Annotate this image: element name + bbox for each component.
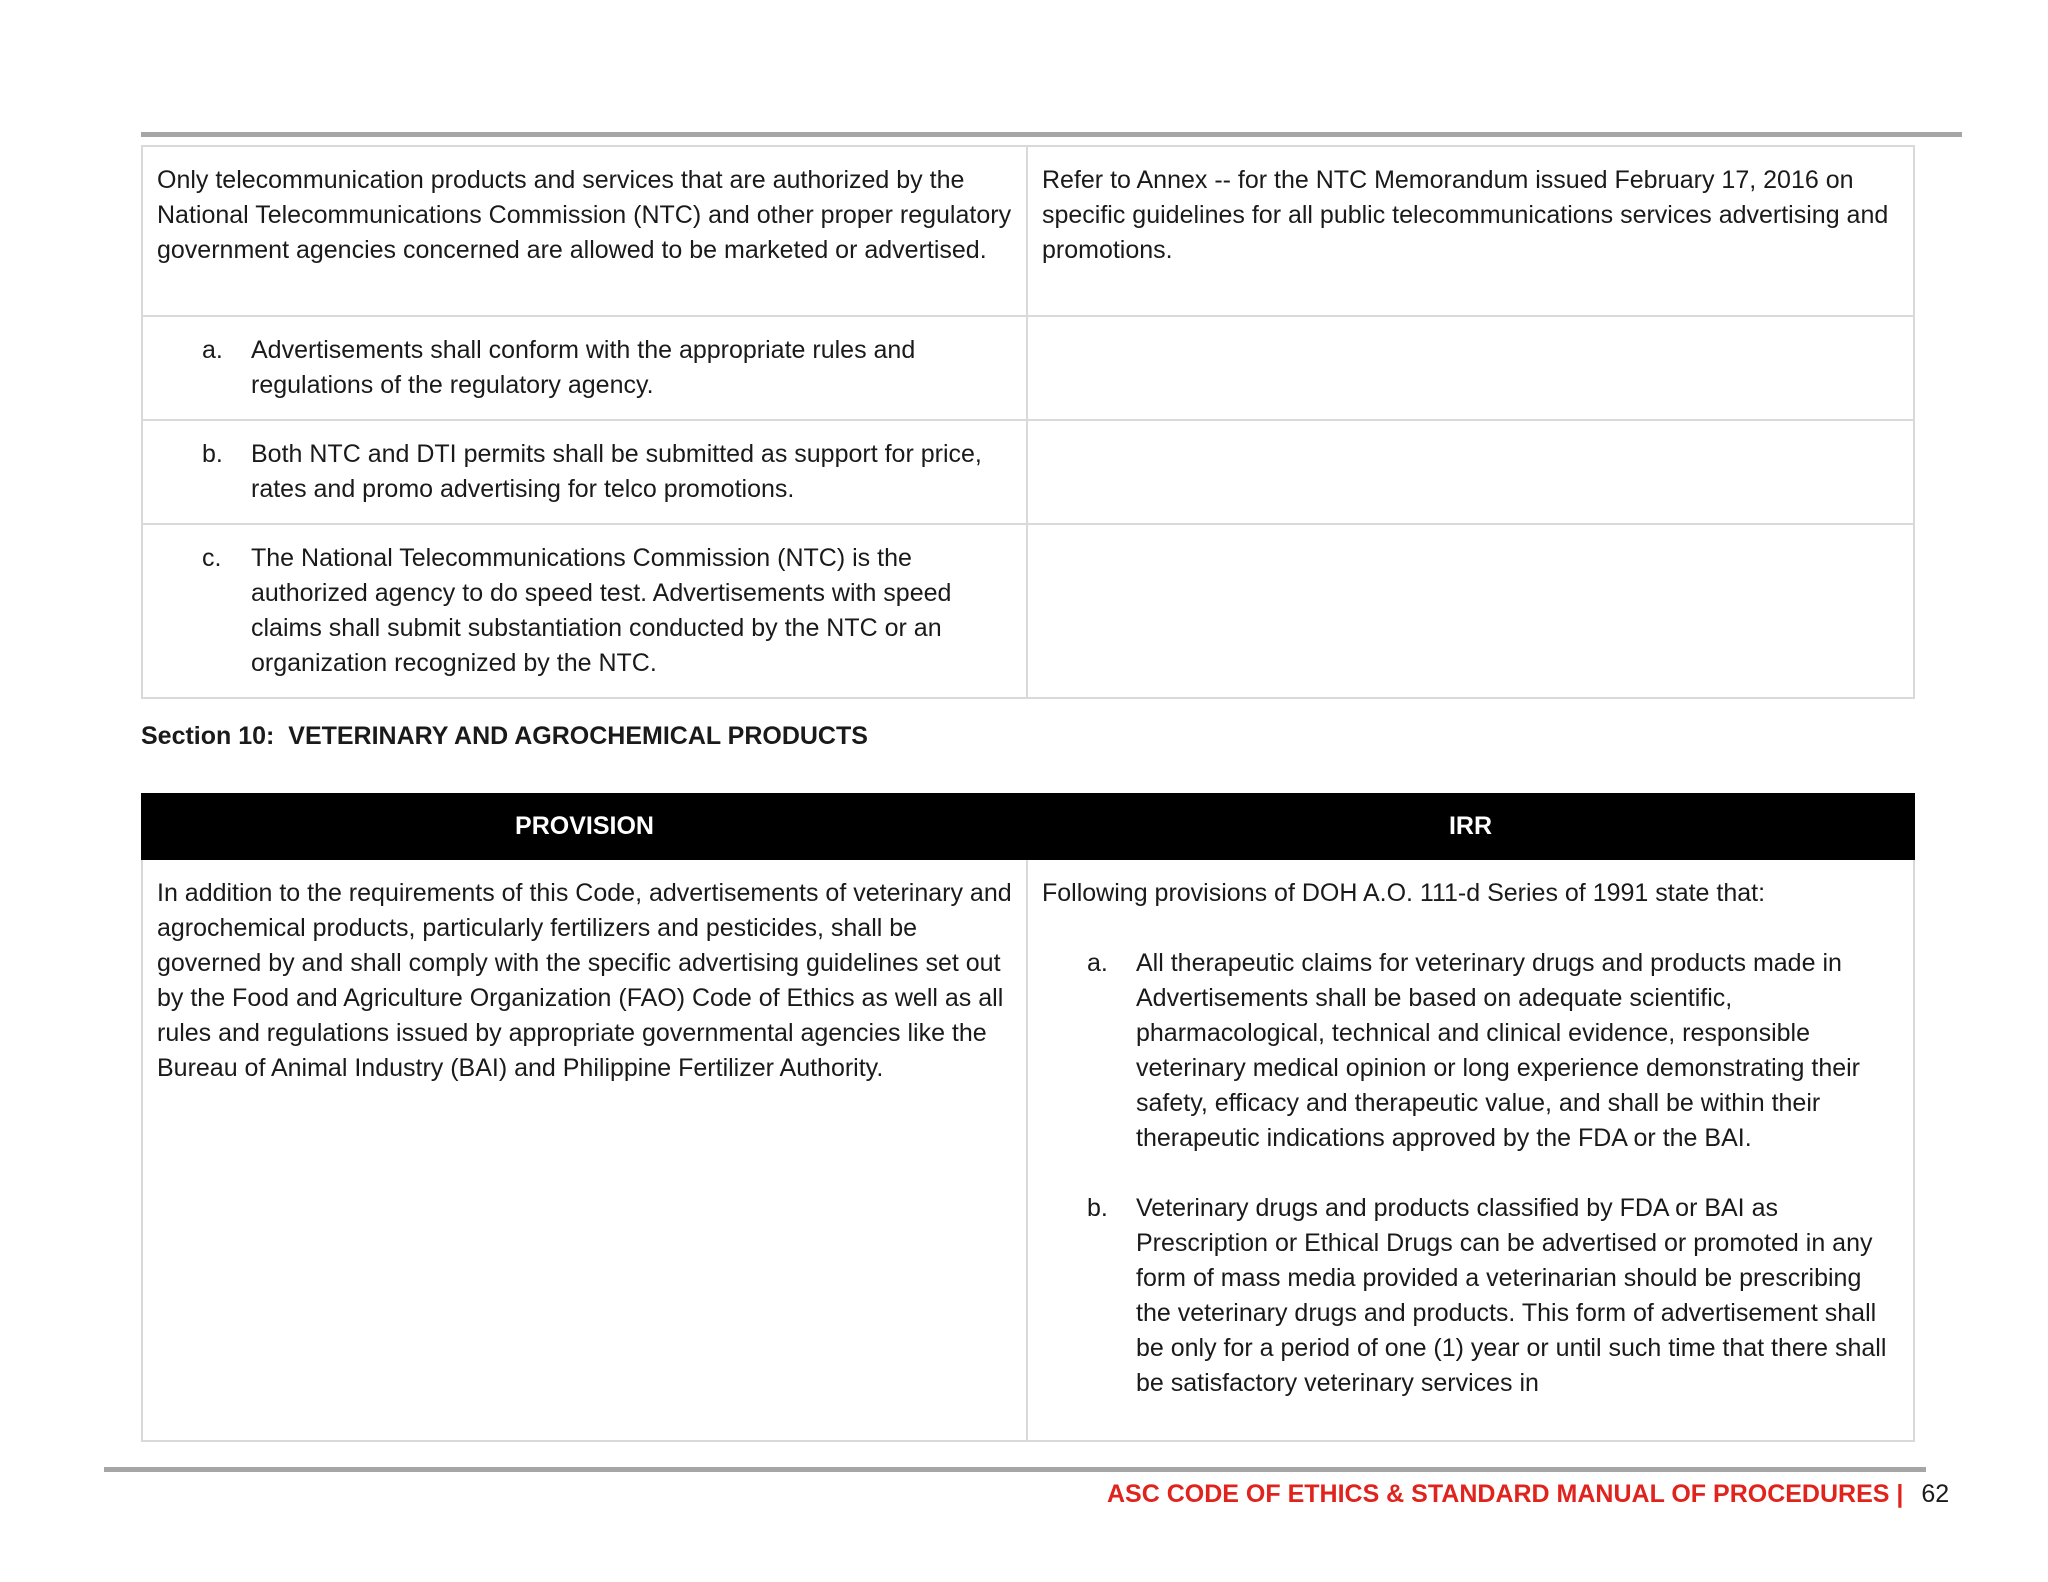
irr-intro: Following provisions of DOH A.O. 111-d Series of 1991 state that: (1042, 879, 1766, 907)
veterinary-provision-text: In addition to the requirements of this Code, advertisements of veterinary and agrochemical products, particularly fertilizers and pesticides, shall be governed by and shall comply with the specific advertising guidelines set out by the Food and Agriculture Organization (FAO) Code of Ethics as well as all rules and regulations issued by appropriate governmental agencies like the Bureau of Animal Industry (BAI) and Philippine Fertilizer Authority. (157, 879, 1012, 1082)
bottom-rule (104, 1467, 1926, 1472)
telecom-irr-cell (1027, 146, 1914, 316)
telecom-provision-cell (142, 146, 1027, 316)
top-rule (141, 132, 1962, 137)
page-footer (1107, 1480, 1949, 1509)
table-row (142, 316, 1914, 420)
veterinary-irr-cell (1027, 859, 1914, 1441)
telecom-provision-text: Only telecommunication products and services that are authorized by the National Telecommunications Commission (NTC) and other proper regulatory government agencies concerned are allowed to be marketed or advertised. (157, 166, 1012, 264)
section-title: Section 10: VETERINARY AND AGROCHEMICAL PRODUCTS (141, 722, 868, 750)
table-header-row (142, 794, 1914, 859)
telecom-item-cell (142, 316, 1027, 420)
telecom-table (141, 145, 1915, 699)
list-item (157, 541, 1012, 681)
list-item-text: The National Telecommunications Commission (NTC) is the authorized agency to do speed test. Advertisements with speed claims shall submit substantiation conducted by the NTC or an organization recognized by the NTC. (251, 544, 952, 677)
table-row (142, 859, 1914, 1441)
page-number: 62 (1921, 1480, 1950, 1508)
provision-header: PROVISION (142, 794, 1027, 859)
list-item-text: Advertisements shall conform with the appropriate rules and regulations of the regulatory agency. (251, 336, 916, 399)
telecom-item-cell (142, 420, 1027, 524)
empty-cell (1027, 316, 1914, 420)
list-item (1042, 1191, 1899, 1401)
list-item-text: All therapeutic claims for veterinary drugs and products made in Advertisements shall be based on adequate scientific, pharmacological, technical and clinical evidence, responsible veterinary medical opinion or long experience demonstrating their safety, efficacy and therapeutic value, and shall be within their therapeutic indications approved by the FDA or the BAI. (1136, 949, 1861, 1152)
veterinary-provision-cell (142, 859, 1027, 1441)
list-marker: b. (1087, 1194, 1108, 1222)
footer-brand: ASC CODE OF ETHICS & STANDARD MANUAL OF PROCEDURES | (1107, 1480, 1904, 1508)
list-marker: a. (1087, 949, 1108, 977)
telecom-item-cell (142, 524, 1027, 698)
veterinary-table (141, 793, 1915, 1442)
list-marker: a. (202, 336, 223, 364)
list-item-text: Both NTC and DTI permits shall be submitted as support for price, rates and promo advertising for telco promotions. (251, 440, 982, 503)
telecom-irr-text: Refer to Annex -- for the NTC Memorandum issued February 17, 2016 on specific guidelines for all public telecommunications services advertising and promotions. (1042, 166, 1889, 264)
empty-cell (1027, 420, 1914, 524)
list-item (1042, 946, 1899, 1156)
empty-cell (1027, 524, 1914, 698)
list-marker: b. (202, 440, 223, 468)
table-row (142, 420, 1914, 524)
table-row (142, 524, 1914, 698)
list-item-text: Veterinary drugs and products classified by FDA or BAI as Prescription or Ethical Drugs can be advertised or promoted in any form of mass media provided a veterinarian should be prescribing the veterinary drugs and products. This form of advertisement shall be only for a period of one (1) year or until such time that there shall be satisfactory veterinary services in (1136, 1194, 1887, 1397)
table-row (142, 146, 1914, 316)
irr-header: IRR (1027, 794, 1914, 859)
list-item (157, 437, 1012, 507)
list-marker: c. (202, 544, 222, 572)
list-item (157, 333, 1012, 403)
